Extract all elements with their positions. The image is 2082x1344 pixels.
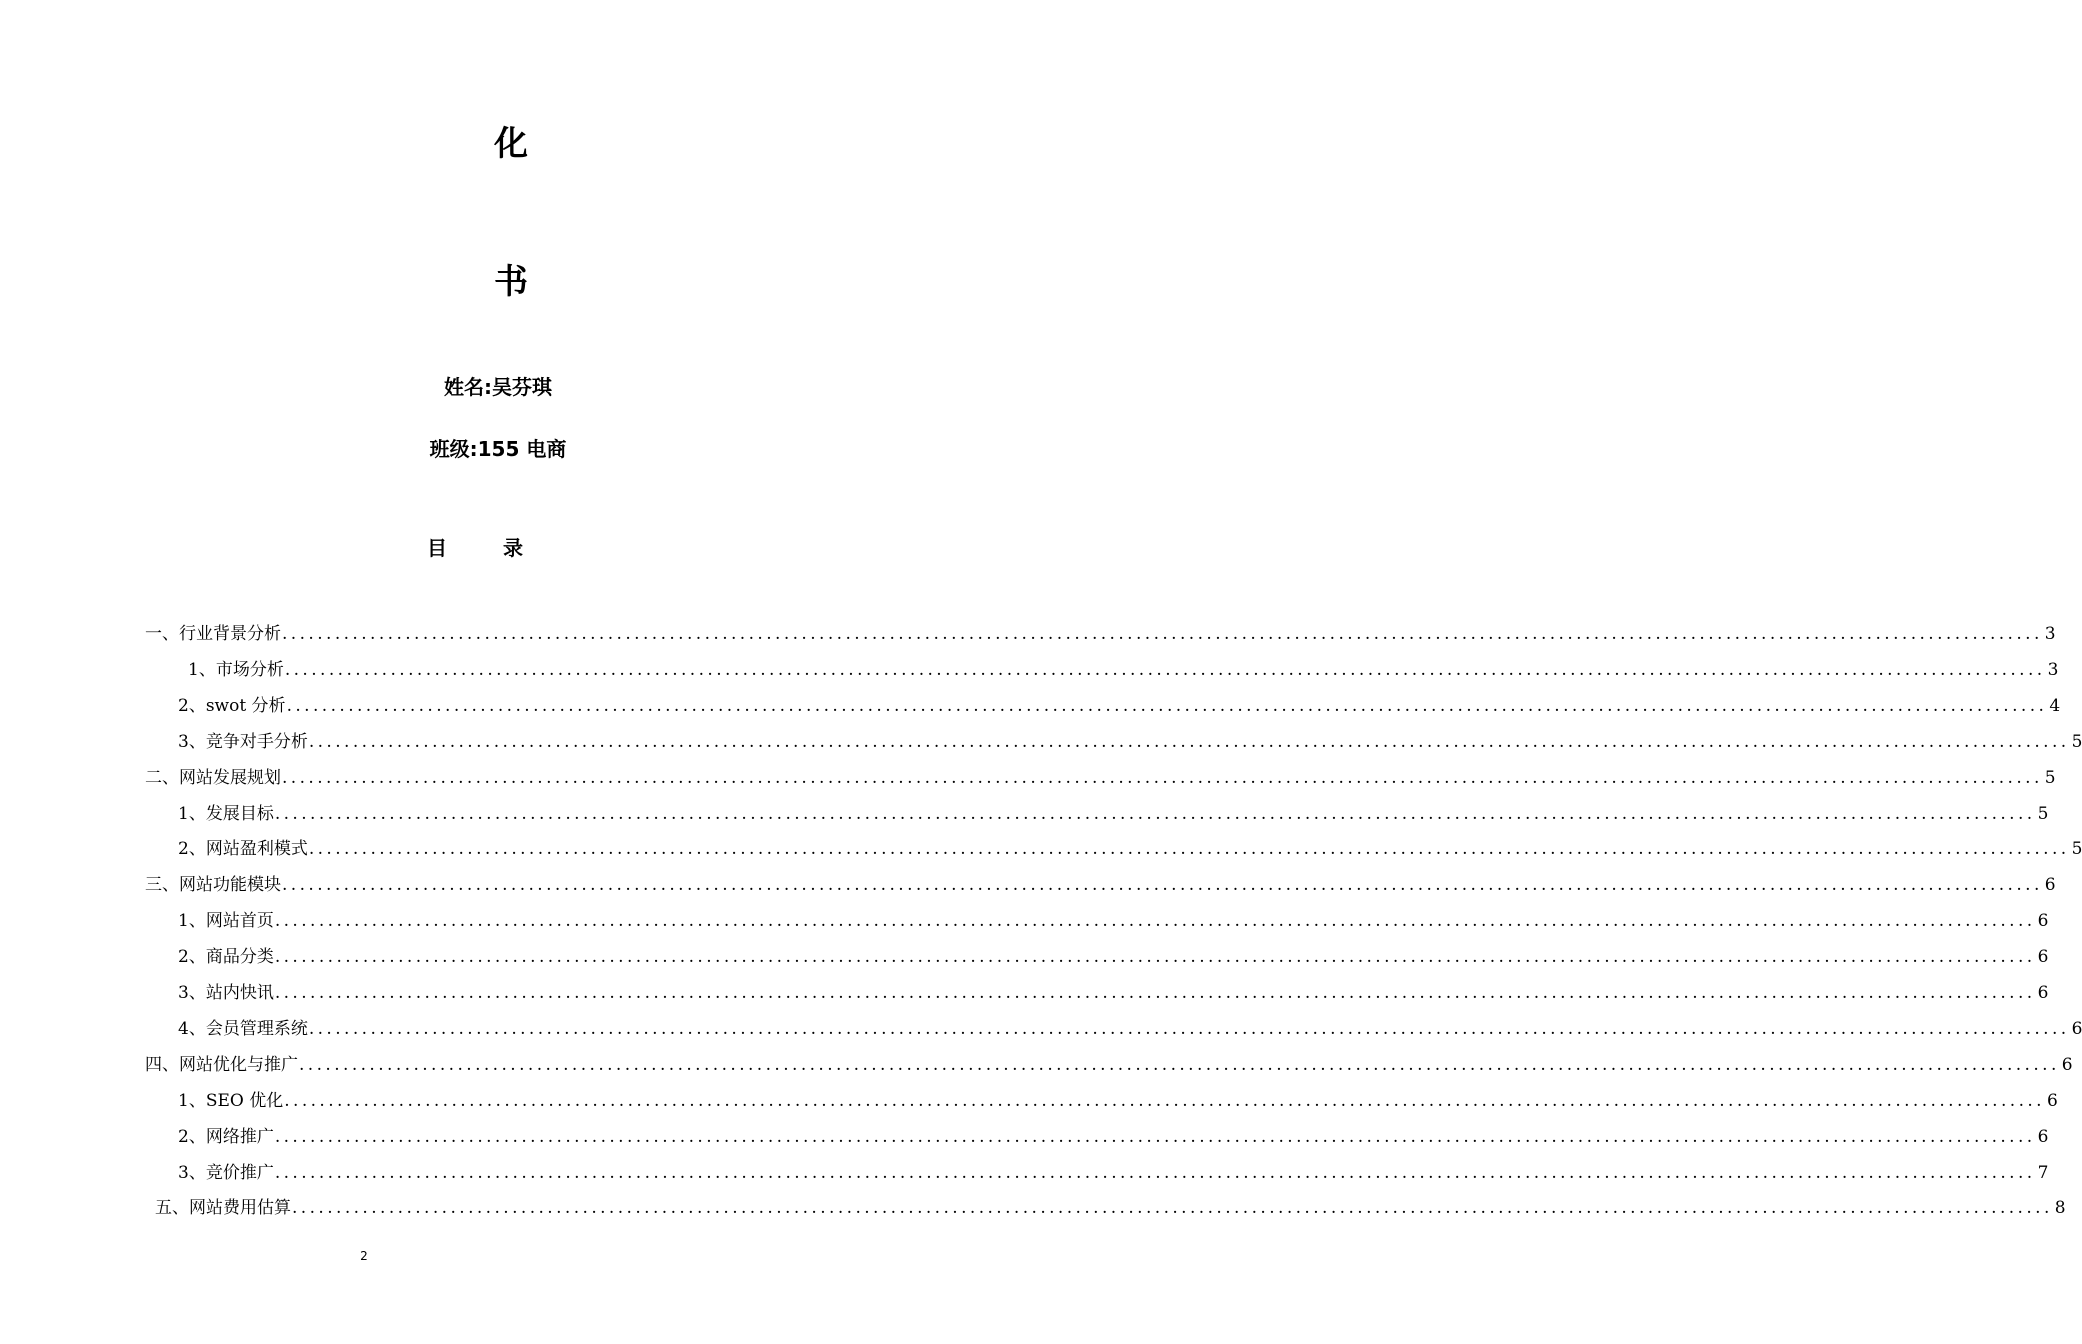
- title-char-hua: 化: [494, 124, 528, 164]
- toc-entry-page: 3: [2047, 659, 2059, 680]
- toc-entry[interactable]: [145, 867, 2056, 903]
- toc-dot-leader: ........................................................................................................................................................................................................: [308, 1018, 2070, 1039]
- toc-entry-page: 7: [2037, 1162, 2049, 1183]
- toc-dot-leader: ........................................................................................................................................................................................................: [282, 767, 2043, 788]
- toc-entry-title: 3、竞争对手分析: [178, 731, 308, 752]
- toc-entry-title: 2、网络推广: [178, 1126, 274, 1147]
- toc-entry[interactable]: [178, 1155, 2049, 1191]
- toc-dot-leader: ........................................................................................................................................................................................................: [282, 624, 2043, 644]
- toc-entry-page: 6: [2044, 875, 2056, 896]
- toc-entry-page: 6: [2061, 1054, 2073, 1075]
- toc-entry[interactable]: [178, 1083, 2058, 1119]
- title-char-shu: 书: [494, 262, 528, 302]
- toc-entry-page: 5: [2071, 731, 2082, 752]
- toc-dot-leader: ........................................................................................................................................................................................................: [284, 1090, 2045, 1111]
- toc-entry-title: 三、网站功能模块: [145, 875, 281, 896]
- toc-entry[interactable]: [188, 652, 2059, 688]
- toc-entry[interactable]: [145, 616, 2056, 652]
- toc-dot-leader: ........................................................................................................................................................................................................: [274, 803, 2036, 824]
- toc-entry-title: 3、站内快讯: [178, 983, 274, 1003]
- class-info: 班级:155 电商: [429, 437, 567, 461]
- toc-entry-title: 2、商品分类: [178, 947, 274, 968]
- toc-entry-page: 5: [2071, 839, 2082, 860]
- toc-entry-title: 2、网站盈利模式: [178, 839, 308, 860]
- toc-entry-title: 2、swot 分析: [178, 695, 286, 716]
- toc-entry-page: 3: [2044, 624, 2056, 644]
- toc-dot-leader: ........................................................................................................................................................................................................: [284, 659, 2046, 680]
- toc-entry-page: 6: [2037, 911, 2049, 932]
- toc-dot-leader: ........................................................................................................................................................................................................: [274, 947, 2036, 968]
- toc-entry[interactable]: [178, 796, 2049, 832]
- toc-entry[interactable]: [178, 831, 2082, 867]
- author-name: 姓名:吴芬琪: [444, 375, 552, 399]
- toc-heading-char-1: 目: [427, 536, 447, 560]
- toc-dot-leader: ........................................................................................................................................................................................................: [274, 911, 2036, 932]
- toc-dot-leader: ........................................................................................................................................................................................................: [299, 1054, 2060, 1075]
- toc-dot-leader: ........................................................................................................................................................................................................: [274, 983, 2036, 1003]
- toc-heading: [427, 535, 523, 561]
- toc-entry[interactable]: [155, 1190, 2066, 1226]
- toc-entry-page: 6: [2046, 1090, 2058, 1111]
- toc-entry-title: 一、行业背景分析: [145, 624, 281, 644]
- toc-dot-leader: ........................................................................................................................................................................................................: [282, 875, 2043, 896]
- toc-entry[interactable]: [178, 724, 2082, 760]
- toc-entry[interactable]: [178, 1011, 2082, 1047]
- toc-dot-leader: ........................................................................................................................................................................................................: [286, 695, 2048, 716]
- toc-entry-title: 1、网站首页: [178, 911, 274, 932]
- toc-entry-page: 6: [2037, 983, 2049, 1003]
- toc-entry[interactable]: [145, 1047, 2073, 1083]
- page-number: 2: [360, 1249, 368, 1263]
- toc-entry-page: 6: [2037, 1126, 2049, 1147]
- toc-entry-title: 五、网站费用估算: [155, 1198, 291, 1219]
- toc-entry-page: 4: [2049, 695, 2061, 716]
- toc-entry[interactable]: [178, 1119, 2049, 1155]
- toc-dot-leader: ........................................................................................................................................................................................................: [274, 1162, 2036, 1183]
- toc-entry-title: 1、发展目标: [178, 803, 274, 824]
- toc-entry-title: 1、市场分析: [188, 659, 284, 680]
- toc-dot-leader: ........................................................................................................................................................................................................: [274, 1126, 2036, 1147]
- toc-entry-title: 3、竞价推广: [178, 1162, 274, 1183]
- toc-entry-page: 5: [2037, 803, 2049, 824]
- toc-heading-char-2: 录: [503, 536, 523, 560]
- toc-dot-leader: ........................................................................................................................................................................................................: [292, 1198, 2053, 1219]
- toc-entry[interactable]: [178, 939, 2049, 975]
- toc-entry[interactable]: [178, 903, 2049, 939]
- toc-entry-page: 8: [2054, 1198, 2066, 1219]
- toc-entry-title: 4、会员管理系统: [178, 1018, 308, 1039]
- toc-entry-page: 6: [2037, 947, 2049, 968]
- toc-dot-leader: ........................................................................................................................................................................................................: [308, 731, 2070, 752]
- toc-entry-title: 二、网站发展规划: [145, 767, 281, 788]
- toc-entry-title: 1、SEO 优化: [178, 1090, 284, 1111]
- toc-dot-leader: ........................................................................................................................................................................................................: [308, 839, 2070, 860]
- toc-entry-title: 四、网站优化与推广: [145, 1054, 298, 1075]
- toc-entry-page: 6: [2071, 1018, 2082, 1039]
- toc-entry[interactable]: [178, 688, 2061, 724]
- toc-entry[interactable]: [178, 975, 2049, 1011]
- toc-entry-page: 5: [2044, 767, 2056, 788]
- toc-entry[interactable]: [145, 760, 2056, 796]
